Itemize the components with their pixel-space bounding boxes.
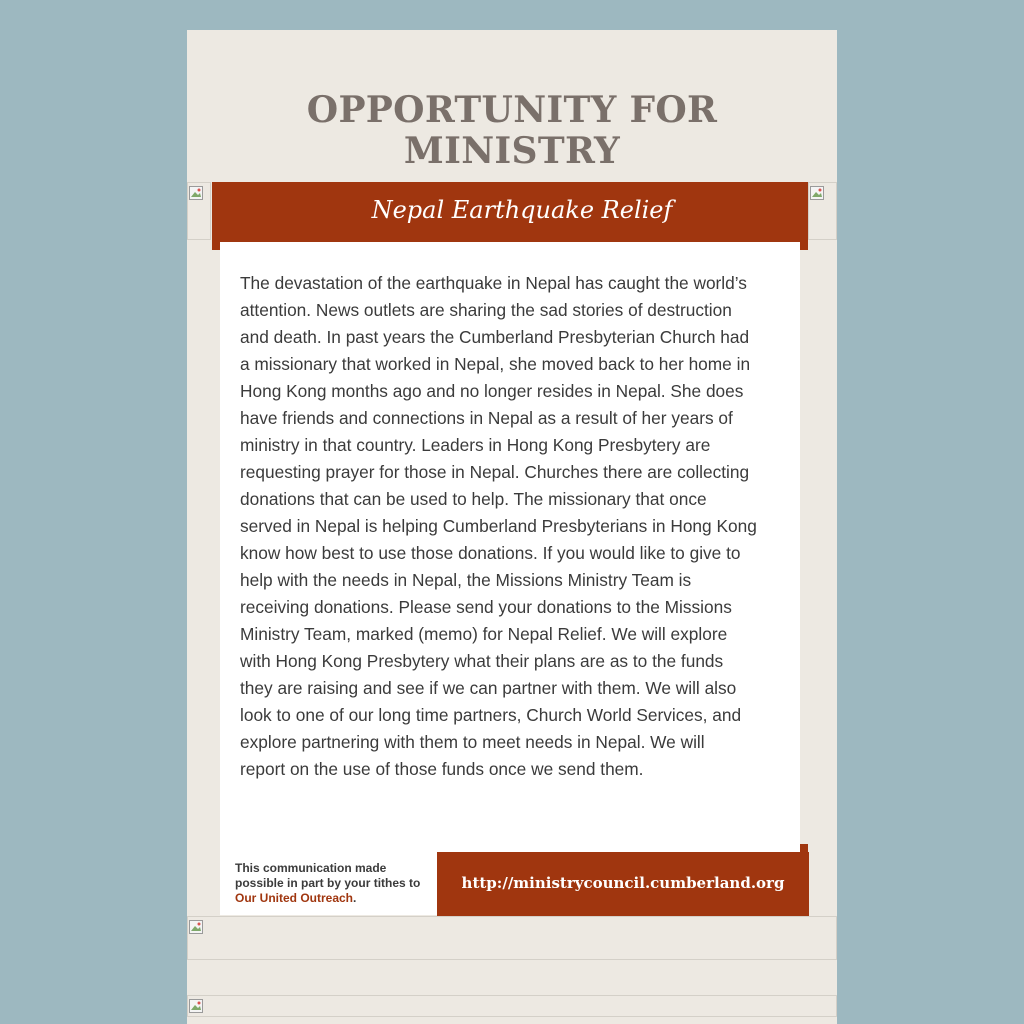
article-body: The devastation of the earthquake in Nepal has caught the world’s attention. News outlets are sharing the sad stories of destruction and death. In past years the Cumberland Presbyterian Church had a missionary that worked in Nepal, she moved back to her home in Hong Kong months ago and no longer resides in Nepal. She does have friends and connections in Nepal as a result of her years of ministry in that country. Leaders in Hong Kong Presbytery are requesting prayer for those in Nepal. Churches there are collecting donations that can be used to help. The missionary that once served in Nepal is helping Cumberland Presbyterians in Hong Kong know how best to use those donations. If you would like to give to help with the needs in Nepal, the Missions Ministry Team is receiving donations. Please send your donations to the Missions Ministry Team, marked (memo) for Nepal Relief. We will explore with Hong Kong Presbytery what their plans are as to the funds they are raising and see if we can partner with them. We will also look to one of our long time partners, Church World Services, and explore partnering with them to meet needs in Nepal. We will report on the use of those funds once we send them. <box>240 273 757 779</box>
website-url-link[interactable] <box>437 852 809 916</box>
broken-image-icon <box>189 920 203 934</box>
broken-image-icon <box>189 999 203 1013</box>
newsletter-panel <box>187 30 837 1024</box>
page-title <box>187 90 837 172</box>
bottom-image-placeholder <box>187 995 837 1017</box>
website-url-text[interactable]: http://ministrycouncil.cumberland.org <box>461 874 785 892</box>
footer-image-placeholder <box>187 916 837 960</box>
page-title-line-1: OPPORTUNITY FOR <box>306 89 718 131</box>
section-banner <box>212 182 808 242</box>
broken-image-icon <box>189 186 203 200</box>
banner-right-tab <box>800 242 808 250</box>
footer-note-text: This communication made possible in part by your tithes to <box>235 861 421 890</box>
footer-note-end: . <box>353 891 357 905</box>
left-image-placeholder <box>187 182 211 240</box>
our-united-outreach-link[interactable]: Our United Outreach <box>235 891 354 905</box>
banner-heading: Nepal Earthquake Relief <box>371 196 673 224</box>
article-card <box>220 242 800 915</box>
banner-left-tab <box>212 242 220 250</box>
footer-note <box>235 861 435 906</box>
page-title-line-2: MINISTRY <box>403 130 621 172</box>
